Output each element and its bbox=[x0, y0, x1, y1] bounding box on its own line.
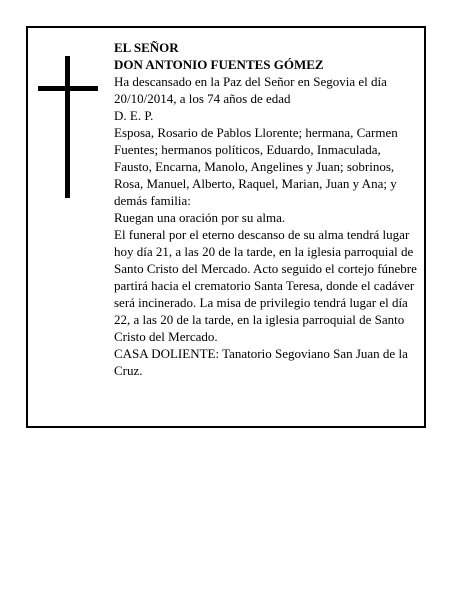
obituary-notice bbox=[26, 26, 426, 428]
cross-horizontal-bar bbox=[38, 86, 98, 91]
death-info: Ha descansado en la Paz del Señor en Segovia el día 20/10/2014, a los 74 años de edad bbox=[114, 74, 387, 106]
deceased-name: DON ANTONIO FUENTES GÓMEZ bbox=[114, 57, 324, 72]
funeral-details: El funeral por el eterno descanso de su alma tendrá lugar hoy día 21, a las 20 de la tarde, en la iglesia parroquial de Santo Cristo del Mercado. Acto seguido el cortejo fúnebre partirá hacia el crematorio Santa Teresa, donde el cadáver será incinerado. La misa de privilegio tendrá lugar el día 22, a las 20 de la tarde, en la iglesia parroquial de Santo Cristo del Mercado. bbox=[114, 227, 417, 344]
cross-icon bbox=[38, 56, 98, 198]
title-line-1: EL SEÑOR bbox=[114, 40, 179, 55]
notice-text bbox=[114, 39, 418, 379]
mourning-house: CASA DOLIENTE: Tanatorio Segoviano San Juan de la Cruz. bbox=[114, 346, 408, 378]
rip-text: D. E. P. bbox=[114, 108, 154, 123]
cross-vertical-bar bbox=[65, 56, 70, 198]
prayer-request: Ruegan una oración por su alma. bbox=[114, 210, 286, 225]
family-list: Esposa, Rosario de Pablos Llorente; hermana, Carmen Fuentes; hermanos políticos, Eduardo, Inmaculada, Fausto, Encarna, Manolo, Angelines y Juan; sobrinos, Rosa, Manuel, Alberto, Raquel, Marian, Juan y Ana; y demás familia: bbox=[114, 125, 398, 208]
